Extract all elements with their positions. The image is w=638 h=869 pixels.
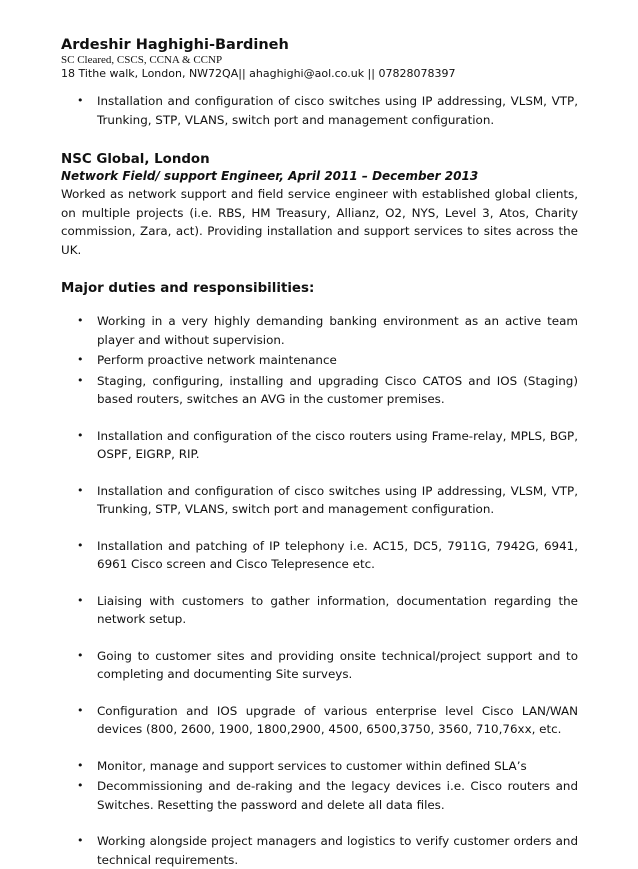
bullet-icon: • [77,779,84,792]
list-item-text: Perform proactive network maintenance [97,353,337,367]
bullet-icon: • [77,648,84,662]
clearance-line: SC Cleared, CSCS, CCNA & CCNP [61,54,223,66]
list-item [61,757,578,776]
list-item-text: Installation and configuration of cisco switches using IP addressing, VLSM, VTP, Trunking, STP, VLANS, switch port and management configuration. [97,483,578,516]
list-item [61,372,578,409]
list-item-text: Decommissioning and de-raking and the legacy devices i.e. Cisco routers and Switches. Resetting the password and delete all data files. [97,779,578,812]
bullet-icon: • [77,353,84,366]
bullet-icon: • [77,373,84,387]
list-item [61,777,578,814]
list-item [61,702,578,739]
duties-heading: Major duties and responsibilities: [61,281,315,296]
list-item-text: Configuration and IOS upgrade of various enterprise level Cisco LAN/WAN devices (800, 2600, 1900, 1800,2900, 4500, 6500,3750, 3560, 710,76xx, etc. [97,703,578,736]
list-item-text: Staging, configuring, installing and upgrading Cisco CATOS and IOS (Staging) based routers, switches an AVG in the customer premises. [97,373,578,406]
list-item-text: Working in a very highly demanding banking environment as an active team player and without supervision. [97,314,578,347]
bullet-icon: • [77,834,84,847]
job-summary: Worked as network support and field service engineer with established global clients, on multiple projects (i.e. RBS, HM Treasury, Allianz, O2, NYS, Level 3, Atos, Charity commission, Zara, act). Providing installation and support services to sites across the UK. [61,187,578,257]
company-name: NSC Global, London [61,152,210,167]
bullet-icon: • [77,483,84,497]
top-bullet-list [61,92,578,129]
bullet-icon: • [77,703,84,717]
duties-list [61,312,578,869]
list-item [61,537,578,574]
list-item-text: Monitor, manage and support services to customer within defined SLA’s [97,758,527,773]
bullet-icon: • [77,538,84,552]
bullet-icon: • [77,428,84,442]
bullet-icon: • [77,314,84,327]
bullet-icon: • [77,758,84,772]
list-item-text: Installation and patching of IP telephony i.e. AC15, DC5, 7911G, 7942G, 6941, 6961 Cisco screen and Cisco Telepresence etc. [97,538,578,571]
list-item [61,832,578,869]
list-item [61,482,578,519]
list-item [61,312,578,349]
resume-page [61,36,578,869]
list-item-text: Liaising with customers to gather information, documentation regarding the network setup. [97,593,578,626]
list-item [61,427,578,464]
list-item-text: Installation and configuration of the cisco routers using Frame-relay, MPLS, BGP, OSPF, EIGRP, RIP. [97,428,578,461]
candidate-name: Ardeshir Haghighi-Bardineh [61,37,289,53]
list-item [61,647,578,684]
list-item-text: Working alongside project managers and logistics to verify customer orders and technical requirements. [97,834,578,867]
list-item [61,592,578,629]
list-item [61,92,578,129]
job-role: Network Field/ support Engineer, April 2011 – December 2013 [61,169,479,183]
list-item-text: Going to customer sites and providing onsite technical/project support and to completing and documenting Site surveys. [97,648,578,681]
list-item [61,351,578,370]
list-item-text: Installation and configuration of cisco switches using IP addressing, VLSM, VTP, Trunking, STP, VLANS, switch port and management configuration. [97,94,578,127]
bullet-icon: • [77,593,84,607]
contact-line: 18 Tithe walk, London, NW72QA|| ahaghighi@aol.co.uk || 07828078397 [61,67,456,80]
bullet-icon: • [77,94,84,107]
